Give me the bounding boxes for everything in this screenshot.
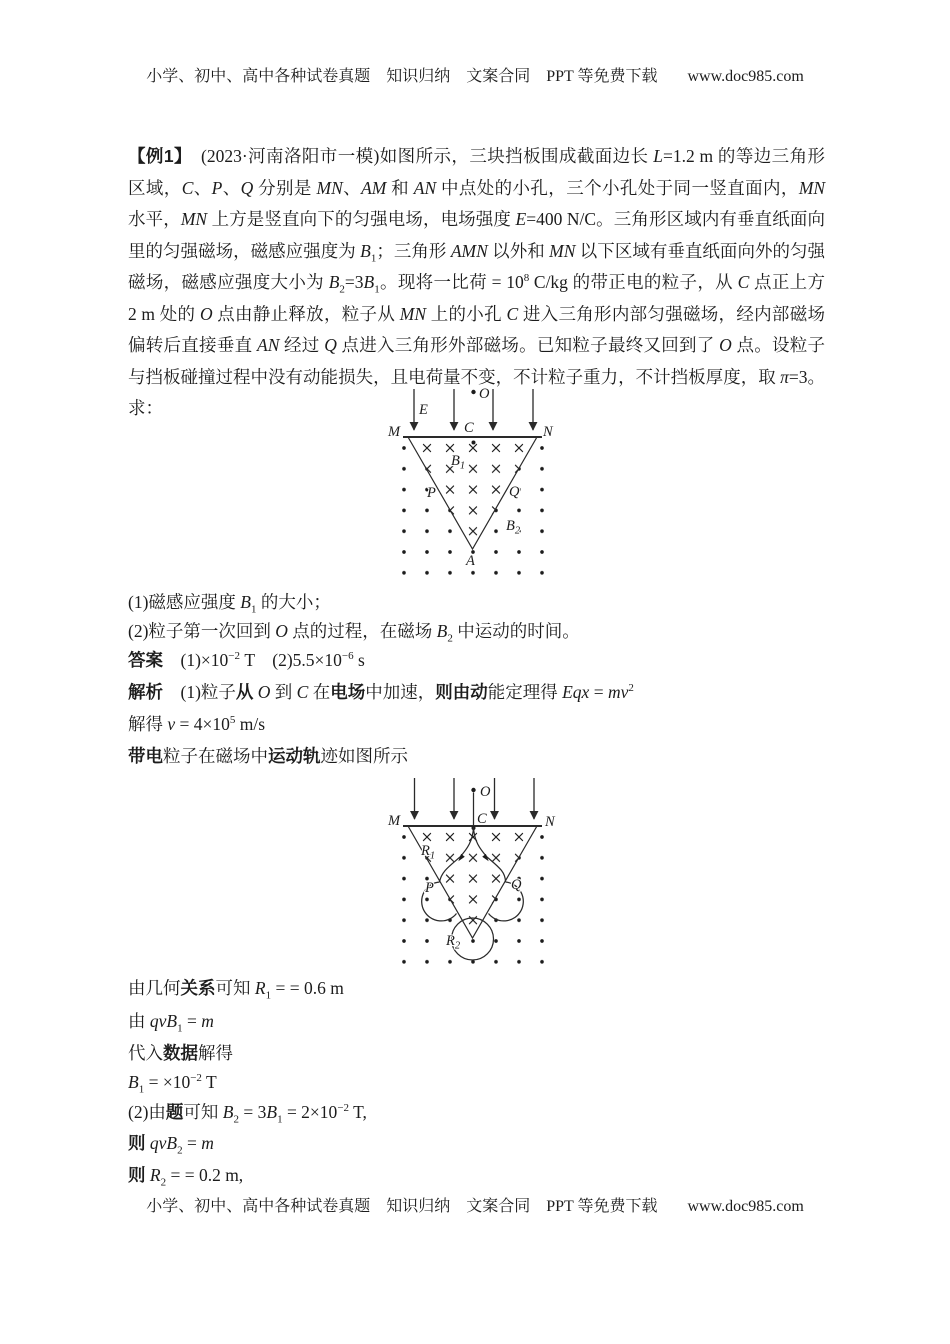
text-segment: 点的过程，在磁场 [287,621,437,641]
text-segment: B [328,272,340,292]
text-segment: Eqx [562,682,590,702]
analysis-line-2 [128,714,265,736]
header-url: www.doc985.com [687,68,804,85]
text-segment: 1 [374,283,380,296]
text-segment: MN [180,209,208,229]
text-segment: 题 [165,1102,184,1122]
solution-qvb2-line [128,1133,214,1155]
point-o-dot [471,788,475,792]
text-segment: m [201,1133,214,1153]
text-segment: 和 [386,177,414,198]
text-segment: E [515,209,527,229]
text-segment: 可知 [183,1102,223,1122]
text-segment: 进入三角形内部匀强磁场，经内部磁场偏转后直接垂直 [128,303,826,355]
text-segment: = [271,978,290,998]
footer-url: www.doc985.com [687,1198,804,1215]
text-segment: (1)粒子 [163,682,236,702]
text-segment: (1)×10 [163,650,229,670]
analysis-line-1 [128,682,634,704]
text-segment: 5 [229,714,236,727]
label-point-c: C [477,811,487,827]
text-segment: O [719,335,732,355]
figure-2 [385,775,610,980]
text-segment: (2)由 [128,1102,166,1122]
page-footer [0,1193,950,1216]
text-segment: 水平， [128,209,181,229]
text-segment: AMN [450,240,488,261]
text-segment: B [222,1102,234,1122]
text-segment: qvB [149,1011,178,1031]
text-segment: 关系 [180,978,216,998]
solution-substitute-line [128,1043,233,1065]
text-segment: 、 [342,177,362,198]
text-segment: 点由静止释放，粒子从 [212,303,400,324]
label-point-n: N [543,424,553,440]
text-segment: C/kg 的带正电的粒子，从 [529,272,738,292]
text-segment: = 2×10 [282,1102,338,1122]
text-segment: T [201,1072,217,1092]
text-segment: MN [549,240,576,261]
text-segment: −2 [337,1102,350,1115]
text-segment: C [296,682,309,702]
text-segment: O [199,303,213,324]
text-segment: 则 [128,1133,146,1153]
text-segment: 以下区域有垂直纸面向外的匀强磁场，磁感应强度大小为 [128,240,826,292]
solution-r2-result-line [128,1165,243,1187]
text-segment: = [589,682,608,702]
text-segment: =3 [344,272,364,292]
text-segment: m [201,1011,214,1031]
text-segment: 上的小孔 [426,303,507,324]
text-segment: B [128,1072,139,1092]
text-segment: 1 [277,1113,283,1126]
text-segment: −2 [190,1072,202,1085]
label-point-m: M [388,424,401,440]
text-segment: = 0.6 m [289,978,344,998]
footer-text: 小学、初中、高中各种试卷真题 知识归纳 文案合同 PPT 等免费下载 [146,1198,658,1215]
text-segment: AN [257,335,280,355]
label-point-o: O [480,784,491,800]
solution-geometry-line [128,978,344,1000]
text-segment: −2 [228,650,240,663]
header-text: 小学、初中、高中各种试卷真题 知识归纳 文案合同 PPT 等免费下载 [146,68,658,85]
analysis-line-3 [128,746,408,768]
label-point-q: Q [511,877,522,893]
text-segment: 代入 [128,1043,163,1063]
label-point-o: O [479,386,490,402]
text-segment: 2 [233,1113,239,1126]
text-segment: 1 [177,1022,183,1035]
text-segment: 的大小； [256,592,331,612]
text-segment: 点进入三角形外部磁场。已知粒子最终又回到了 [336,335,720,355]
label-point-m: M [388,813,401,829]
text-segment: 粒子在磁场中 [163,746,268,766]
text-segment: O [257,682,271,702]
text-segment: mv [607,682,629,702]
text-segment: 中点处的小孔，三个小孔处于同一竖直面内， [436,177,799,198]
text-segment: = [182,1011,202,1031]
text-segment: 2 [177,1144,183,1157]
text-segment: T, [349,1102,367,1122]
text-segment: =400 N/C。三角形区域内有垂直纸面向里的匀强磁场，磁感应强度为 [128,209,826,261]
point-c-dot [472,441,476,445]
text-segment: B [436,621,448,641]
text-segment: Q [240,177,254,198]
text-segment: 2 [447,632,453,645]
text-segment: 1 [265,989,272,1002]
text-segment: 解得 [198,1043,233,1063]
text-segment: = 3 [238,1102,267,1122]
text-segment: 解析 [128,682,163,702]
text-segment: 经过 [279,335,325,355]
text-segment: 到 [270,682,297,702]
text-segment: B [363,272,375,292]
text-segment: 可知 [215,978,255,998]
text-segment: 则由动 [435,682,488,702]
text-segment: R [254,978,266,998]
text-segment: = [182,1133,202,1153]
text-segment: −6 [341,650,354,663]
text-segment: 在 [308,682,331,702]
text-segment: = [166,1165,185,1185]
text-segment: 能定理得 [487,682,563,702]
label-point-a: A [466,553,475,569]
text-segment: 分别是 [253,177,317,198]
text-segment: 1 [250,603,257,616]
label-e-field: E [419,402,428,418]
text-segment: AM [361,177,387,198]
answer-line [128,650,365,672]
text-segment: 8 [523,272,530,285]
text-segment: (2)粒子第一次回到 [128,621,276,641]
text-segment: 、 [193,177,212,198]
text-segment: 则 [128,1165,146,1185]
text-segment: 、 [222,177,241,198]
text-segment: 上方是竖直向下的匀强电场，电场强度 [207,209,516,229]
text-segment: m/s [235,714,266,734]
text-segment: 电场 [330,682,366,702]
label-point-p: P [427,485,436,501]
figure-1 [385,382,610,584]
page-header [0,63,950,86]
label-point-p: P [425,880,434,896]
text-segment: =3。求： [128,366,826,418]
text-segment: =1.2 m 的等边三角形区域， [128,146,826,198]
text-segment: = ×10 [144,1072,191,1092]
question-1 [128,592,331,614]
text-segment: 1 [370,252,377,264]
text-segment: 数据 [163,1043,198,1063]
label-point-c: C [464,420,474,436]
text-segment: 【例1】 [128,146,184,166]
text-segment: B [240,592,251,612]
text-segment: ；三角形 [376,240,451,261]
solution-part2-line [128,1102,367,1124]
text-segment: s [353,650,365,670]
text-segment: 点正上方 2 m 处的 [128,272,826,324]
text-segment: 由 [128,1011,150,1031]
text-segment: (1)磁感应强度 [128,592,241,612]
label-point-n: N [545,814,555,830]
text-segment: B [266,1102,278,1122]
label-radius-r2: $R_2$ [446,933,461,952]
text-segment: 2 [628,682,634,695]
text-segment: π [780,366,789,387]
solution-b1-result-line [128,1072,217,1094]
text-segment: 中运动的时间。 [452,621,580,641]
text-segment: 以外和 [487,240,550,261]
text-segment: 点。设粒子与挡板碰撞过程中没有动能损失，且电荷量不变，不计粒子重力，不计挡板厚度，取 [128,335,826,387]
text-segment: = 0.2 m, [184,1165,244,1185]
question-2 [128,621,580,643]
label-point-q: Q [509,484,520,500]
text-segment: P [211,177,223,198]
text-segment: 2 [339,283,345,296]
text-segment: Q [324,335,337,355]
text-segment: T (2)5.5×10 [240,650,342,670]
point-o-dot [471,390,475,394]
text-segment: 2 [160,1176,167,1189]
text-segment: 从 [235,682,254,702]
text-segment: MN [399,303,427,324]
text-segment: 1 [138,1083,145,1096]
text-segment: MN [316,177,343,198]
text-segment: O [275,621,288,641]
text-segment: B [360,240,371,261]
label-field-b2: $B_2$ [506,518,521,537]
solution-qvb1-line [128,1011,214,1033]
text-segment: = 4×10 [175,714,230,734]
text-segment: v [167,714,176,734]
text-segment: L [653,146,663,166]
text-segment: 。现将一比荷 = 10 [379,272,524,292]
text-segment: R [149,1165,161,1185]
text-segment: 迹如图所示 [320,746,408,766]
label-radius-r1: $R_1$ [421,843,436,862]
text-segment: 由几何 [128,978,181,998]
text-segment: C [506,303,519,324]
text-segment: 带电 [128,746,163,766]
text-segment: 答案 [128,650,163,670]
text-segment: 运动轨 [268,746,321,766]
text-segment: 解得 [128,714,168,734]
text-segment: MN [798,177,826,198]
label-field-b1: $B_1$ [451,453,466,472]
text-segment: 中加速， [365,682,436,702]
text-segment: AN [413,177,437,198]
text-segment: qvB [149,1133,178,1153]
text-segment: C [181,177,194,198]
text-segment: C [737,272,750,292]
text-segment: (2023·河南洛阳市一模)如图所示，三块挡板围成截面边长 [183,146,654,166]
